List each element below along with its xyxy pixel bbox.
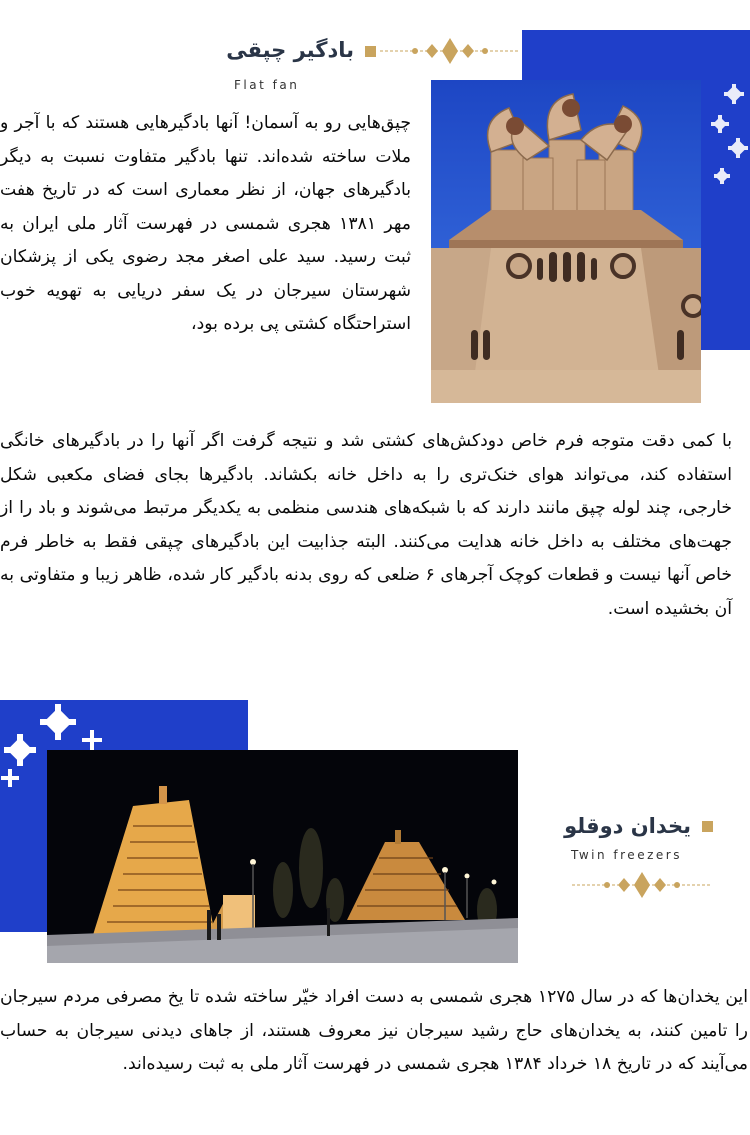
- section1-subtitle: Flat fan: [234, 78, 300, 92]
- flat-fan-photo: [431, 80, 701, 403]
- section1-side-paragraph: چپق‌هایی رو به آسمان! آنها بادگیرهایی هستند که با آجر و ملات ساخته شده‌اند. تنها بادگیر متفاوت نسبت به دیگر بادگیرهای جهان، از نظر معماری است که در تاریخ هفت مهر ۱۳۸۱ هجری شمسی در فهرست آثار ملی ایران به ثبت رسید. سید علی اصغر مجد رضوی یکی از پزشکان شهرستان سیرجان در یک سفر دریایی به تهویه خوب استراحتگاه کشتی پی برده بود،: [0, 113, 411, 334]
- gold-ornament-icon: [572, 870, 712, 900]
- section2-subtitle: Twin freezers: [571, 848, 682, 862]
- section2-paragraph: این یخدان‌ها که در سال ۱۲۷۵ هجری شمسی به دست افراد خیّر ساخته شده تا یخ مصرفی مردم سیرجان را تامین کنند، به یخدان‌های حاج رشید سیرجان نیز معروف هستند، از جاهای دیدنی سیرجان به حساب می‌آیند که در تاریخ ۱۸ خرداد ۱۳۸۴ هجری شمسی در فهرست آثار ملی به ثبت رسیده‌اند.: [0, 987, 748, 1074]
- section2-title: یخدان دوقلو: [564, 814, 691, 838]
- twin-freezers-photo: [47, 750, 518, 963]
- section1-full-paragraph: با کمی دقت متوجه فرم خاص دودکش‌های کشتی شد و نتیجه گرفت اگر آنها را در بادگیرهای خانگی استفاده کند، می‌تواند هوای خنک‌تری را به داخل خانه بکشاند. بادگیرها بجای فضای مکعبی شکل خارجی، چند لوله چپق مانند دارند که با شبکه‌های هندسی منظمی به یکدیگر مرتبط می‌شوند و باد را از جهت‌های مختلف به داخل خانه هدایت می‌کنند. البته جذابیت این بادگیرهای چپقی فقط به خاطر فرم خاص آنها نیست و قطعات کوچک آجرهای ۶ ضلعی که روی بدنه بادگیر کار شده، ظاهر زیبا و متفاوتی به آن بخشیده است.: [0, 431, 732, 619]
- snowflake-pattern-icon: [706, 76, 750, 196]
- gold-ornament-icon: [380, 36, 520, 66]
- section1-title: بادگیر چپقی: [226, 38, 354, 62]
- title-bullet-icon: [702, 821, 713, 832]
- title-bullet-icon: [365, 46, 376, 57]
